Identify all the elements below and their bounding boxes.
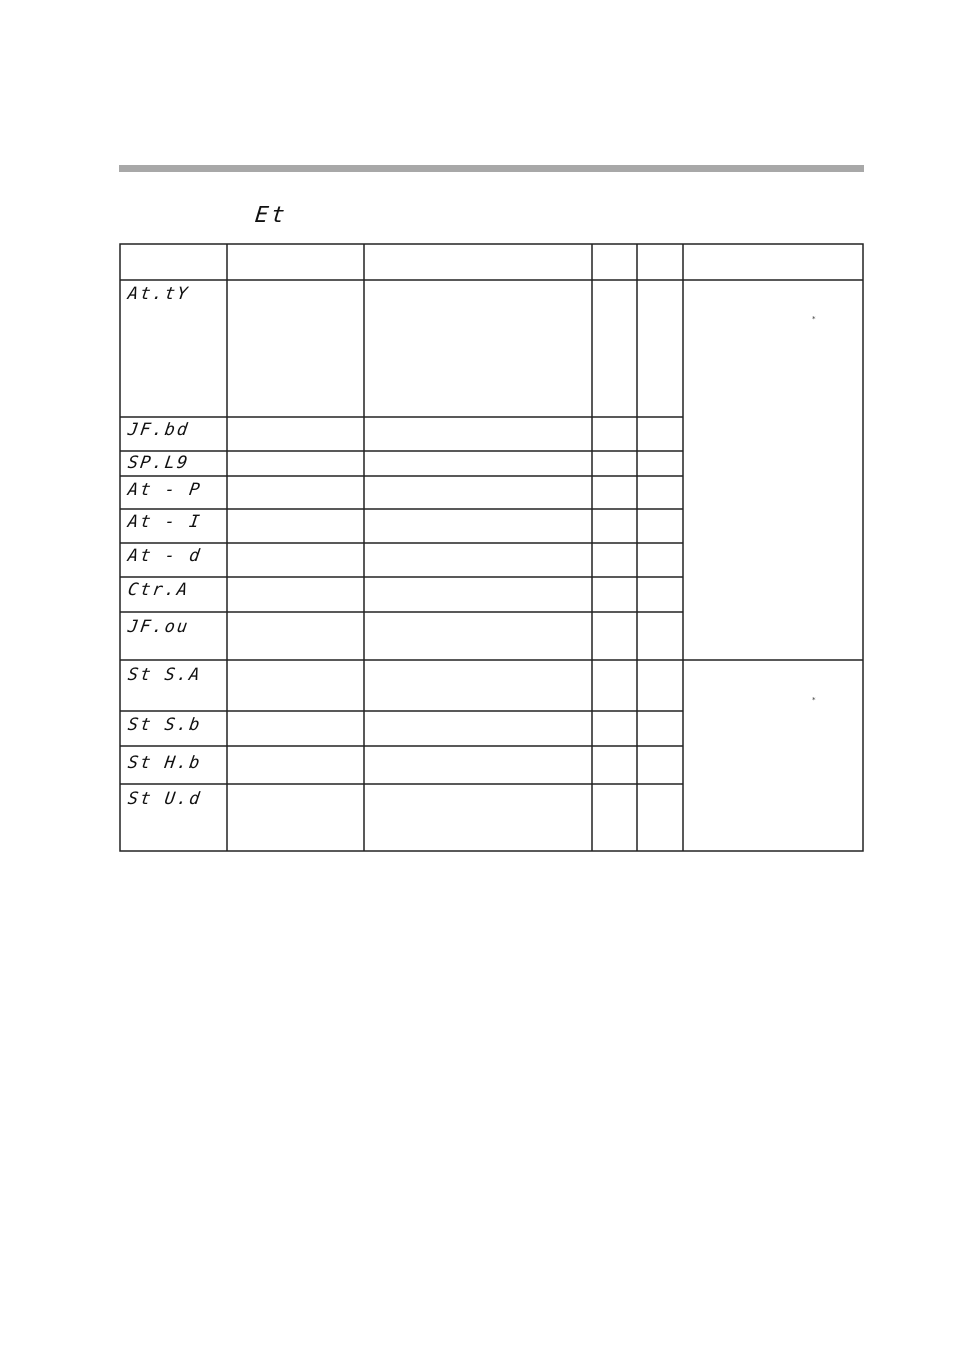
param-code-sth-b: St H.b <box>126 753 203 773</box>
param-code-at-p: At - P <box>126 480 203 500</box>
param-code-ctr-a: Ctr.A <box>126 580 191 600</box>
parameter-table <box>119 243 864 852</box>
param-code-stu-d: St U.d <box>126 789 203 809</box>
param-code-jf-ou: JF.ou <box>126 617 191 637</box>
remark-mark: * <box>812 315 816 323</box>
param-code-sts-b: St S.b <box>126 715 203 735</box>
param-code-at-i: At - I <box>126 512 203 532</box>
param-code-at-d: At - d <box>126 546 203 566</box>
param-code-sp-lg: SP.L9 <box>126 453 191 473</box>
header-divider-bar <box>119 165 864 172</box>
remark-mark: * <box>812 696 816 704</box>
param-code-at-ty: At.tY <box>126 284 191 304</box>
table-grid <box>119 243 864 852</box>
param-code-sts-a: St S.A <box>126 665 203 685</box>
param-code-jf-bd: JF.bd <box>126 420 191 440</box>
menu-code-label: Et <box>253 203 289 228</box>
